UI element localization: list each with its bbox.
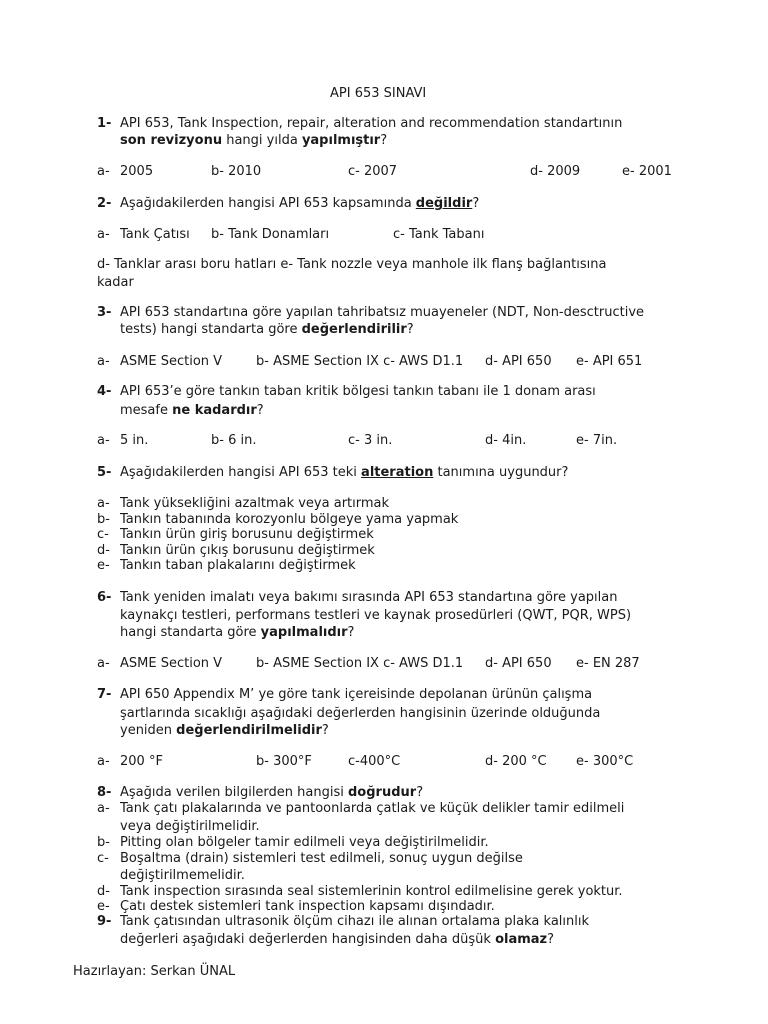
- option-b: b- Tank Donamları: [211, 227, 330, 242]
- option-a: ASME Section V: [120, 354, 223, 369]
- question-number: 5-: [97, 465, 112, 480]
- option-c: c- 2007: [348, 164, 398, 179]
- option-c: c-400°C: [348, 754, 401, 769]
- question-text-part: tanımına uygundur?: [433, 465, 569, 480]
- option-label: c-: [97, 851, 109, 866]
- option-a: Tank yüksekliğini azaltmak veya artırmak: [120, 496, 390, 511]
- option-d-e: kadar: [97, 275, 134, 290]
- option-label: a-: [97, 354, 110, 369]
- option-e: e- 7in.: [576, 433, 618, 448]
- question-number: 8-: [97, 785, 112, 800]
- option-c: değiştirilmemelidir.: [120, 868, 245, 883]
- question-text-part: ?: [406, 322, 414, 337]
- option-d: d- 200 °C: [485, 754, 547, 769]
- emphasis-text: ne kadardır: [172, 403, 257, 418]
- question-text-part: değerleri aşağıdaki değerlerden hangisinden daha düşük: [120, 932, 496, 947]
- option-c: c- 3 in.: [348, 433, 393, 448]
- option-label: e-: [97, 558, 110, 573]
- question-text: [120, 785, 423, 801]
- question-text: API 653 standartına göre yapılan tahribatsız muayeneler (NDT, Non-desctructive: [120, 305, 645, 320]
- option-a: ASME Section V: [120, 656, 223, 671]
- option-d-e: d- Tanklar arası boru hatları e- Tank nozzle veya manhole ilk flanş bağlantısına: [97, 257, 607, 272]
- question-text-part: ?: [547, 932, 555, 947]
- emphasis-text: alteration: [361, 465, 434, 480]
- option-label: a-: [97, 754, 110, 769]
- question-number: 7-: [97, 687, 112, 702]
- question-text-part: mesafe: [120, 403, 173, 418]
- question-text: [120, 322, 414, 338]
- question-text: API 653’e göre tankın taban kritik bölgesi tankın tabanı ile 1 donam arası: [120, 384, 596, 399]
- question-text: [120, 196, 479, 212]
- question-text: API 650 Appendix M’ ye göre tank içereisinde depolanan ürünün çalışma: [120, 687, 593, 702]
- question-text-part: ?: [380, 133, 388, 148]
- question-text: Tank yeniden imalatı veya bakımı sırasında API 653 standartına göre yapılan: [120, 590, 618, 605]
- option-label: a-: [97, 227, 110, 242]
- question-text: şartlarında sıcaklığı aşağıdaki değerlerden hangisinin üzerinde olduğunda: [120, 706, 601, 721]
- question-text-part: hangi standarta göre: [120, 625, 261, 640]
- option-label: a-: [97, 433, 110, 448]
- option-e: Tankın taban plakalarını değiştirmek: [120, 558, 356, 573]
- option-label: b-: [97, 835, 110, 850]
- option-label: d-: [97, 884, 110, 899]
- option-label: a-: [97, 164, 110, 179]
- emphasis-text: değildir: [415, 196, 473, 211]
- question-text-part: tests) hangi standarta göre: [120, 322, 302, 337]
- option-label: a-: [97, 656, 110, 671]
- option-label: c-: [97, 527, 109, 542]
- option-a: 200 °F: [120, 754, 163, 769]
- option-b: Tankın tabanında korozyonlu bölgeye yama yapmak: [120, 512, 459, 527]
- option-e: e- 300°C: [576, 754, 634, 769]
- option-d: Tank inspection sırasında seal sistemlerinin kontrol edilmelisine gerek yoktur.: [120, 884, 623, 899]
- option-c: Boşaltma (drain) sistemleri test edilmeli, sonuç uygun değilse: [120, 851, 523, 866]
- option-a: veya değiştirilmelidir.: [120, 819, 260, 834]
- question-text-part: Aşağıdakilerden hangisi API 653 teki: [120, 465, 362, 480]
- option-a: 5 in.: [120, 433, 149, 448]
- question-text-part: Aşağıdakilerden hangisi API 653 kapsamında: [120, 196, 416, 211]
- question-text-part: ?: [416, 785, 424, 800]
- question-text: [120, 723, 329, 739]
- option-e: e- 2001: [622, 164, 672, 179]
- question-number: 1-: [97, 116, 112, 131]
- author-footer: Hazırlayan: Serkan ÜNAL: [73, 964, 236, 979]
- option-label: a-: [97, 496, 110, 511]
- option-e: Çatı destek sistemleri tank inspection kapsamı dışındadır.: [120, 899, 495, 914]
- question-number: 9-: [97, 914, 112, 929]
- question-text: [120, 465, 568, 481]
- option-a: 2005: [120, 164, 154, 179]
- question-text-part: ?: [321, 723, 329, 738]
- option-c: c- Tank Tabanı: [393, 227, 485, 242]
- option-d: d- API 650: [485, 354, 552, 369]
- question-text: Tank çatısından ultrasonik ölçüm cihazı ile alınan ortalama plaka kalınlık: [120, 914, 590, 929]
- emphasis-text: son revizyonu: [120, 133, 223, 148]
- question-text-part: ?: [347, 625, 355, 640]
- option-a: Tank çatı plakalarında ve pantoonlarda çatlak ve küçük delikler tamir edilmeli: [120, 801, 625, 816]
- question-text-part: yeniden: [120, 723, 177, 738]
- page-title: API 653 SINAVI: [330, 86, 427, 101]
- question-text-part: ?: [472, 196, 480, 211]
- option-label: a-: [97, 801, 110, 816]
- question-number: 3-: [97, 305, 112, 320]
- option-b-c: b- ASME Section IX c- AWS D1.1: [256, 354, 464, 369]
- option-b: b- 6 in.: [211, 433, 257, 448]
- question-text: [120, 133, 387, 149]
- option-b-c: b- ASME Section IX c- AWS D1.1: [256, 656, 464, 671]
- emphasis-text: doğrudur: [348, 785, 417, 800]
- option-d: d- 2009: [530, 164, 581, 179]
- option-d: d- 4in.: [485, 433, 527, 448]
- option-e: e- EN 287: [576, 656, 640, 671]
- option-a: Tank Çatısı: [120, 227, 190, 242]
- question-text: [120, 625, 354, 641]
- question-number: 2-: [97, 196, 112, 211]
- option-e: e- API 651: [576, 354, 643, 369]
- option-c: Tankın ürün giriş borusunu değiştirmek: [120, 527, 374, 542]
- emphasis-text: yapılmalıdır: [260, 625, 348, 640]
- question-text-part: hangi yılda: [222, 133, 302, 148]
- option-d: d- API 650: [485, 656, 552, 671]
- question-number: 4-: [97, 384, 112, 399]
- emphasis-text: değerlendirilmelidir: [176, 723, 322, 738]
- question-number: 6-: [97, 590, 112, 605]
- question-text: [120, 403, 264, 419]
- option-label: b-: [97, 512, 110, 527]
- question-text-part: ?: [256, 403, 264, 418]
- option-b: b- 300°F: [256, 754, 312, 769]
- question-text-part: Aşağıda verilen bilgilerden hangisi: [120, 785, 348, 800]
- option-label: d-: [97, 543, 110, 558]
- option-label: e-: [97, 899, 110, 914]
- option-d: Tankın ürün çıkış borusunu değiştirmek: [120, 543, 375, 558]
- question-text: API 653, Tank Inspection, repair, alteration and recommendation standartının: [120, 116, 623, 131]
- emphasis-text: olamaz: [495, 932, 548, 947]
- question-text: [120, 932, 554, 948]
- option-b: b- 2010: [211, 164, 262, 179]
- emphasis-text: değerlendirilir: [301, 322, 407, 337]
- emphasis-text: yapılmıştır: [301, 133, 381, 148]
- option-b: Pitting olan bölgeler tamir edilmeli veya değiştirilmelidir.: [120, 835, 489, 850]
- question-text: kaynakçı testleri, performans testleri ve kaynak prosedürleri (QWT, PQR, WPS): [120, 608, 632, 623]
